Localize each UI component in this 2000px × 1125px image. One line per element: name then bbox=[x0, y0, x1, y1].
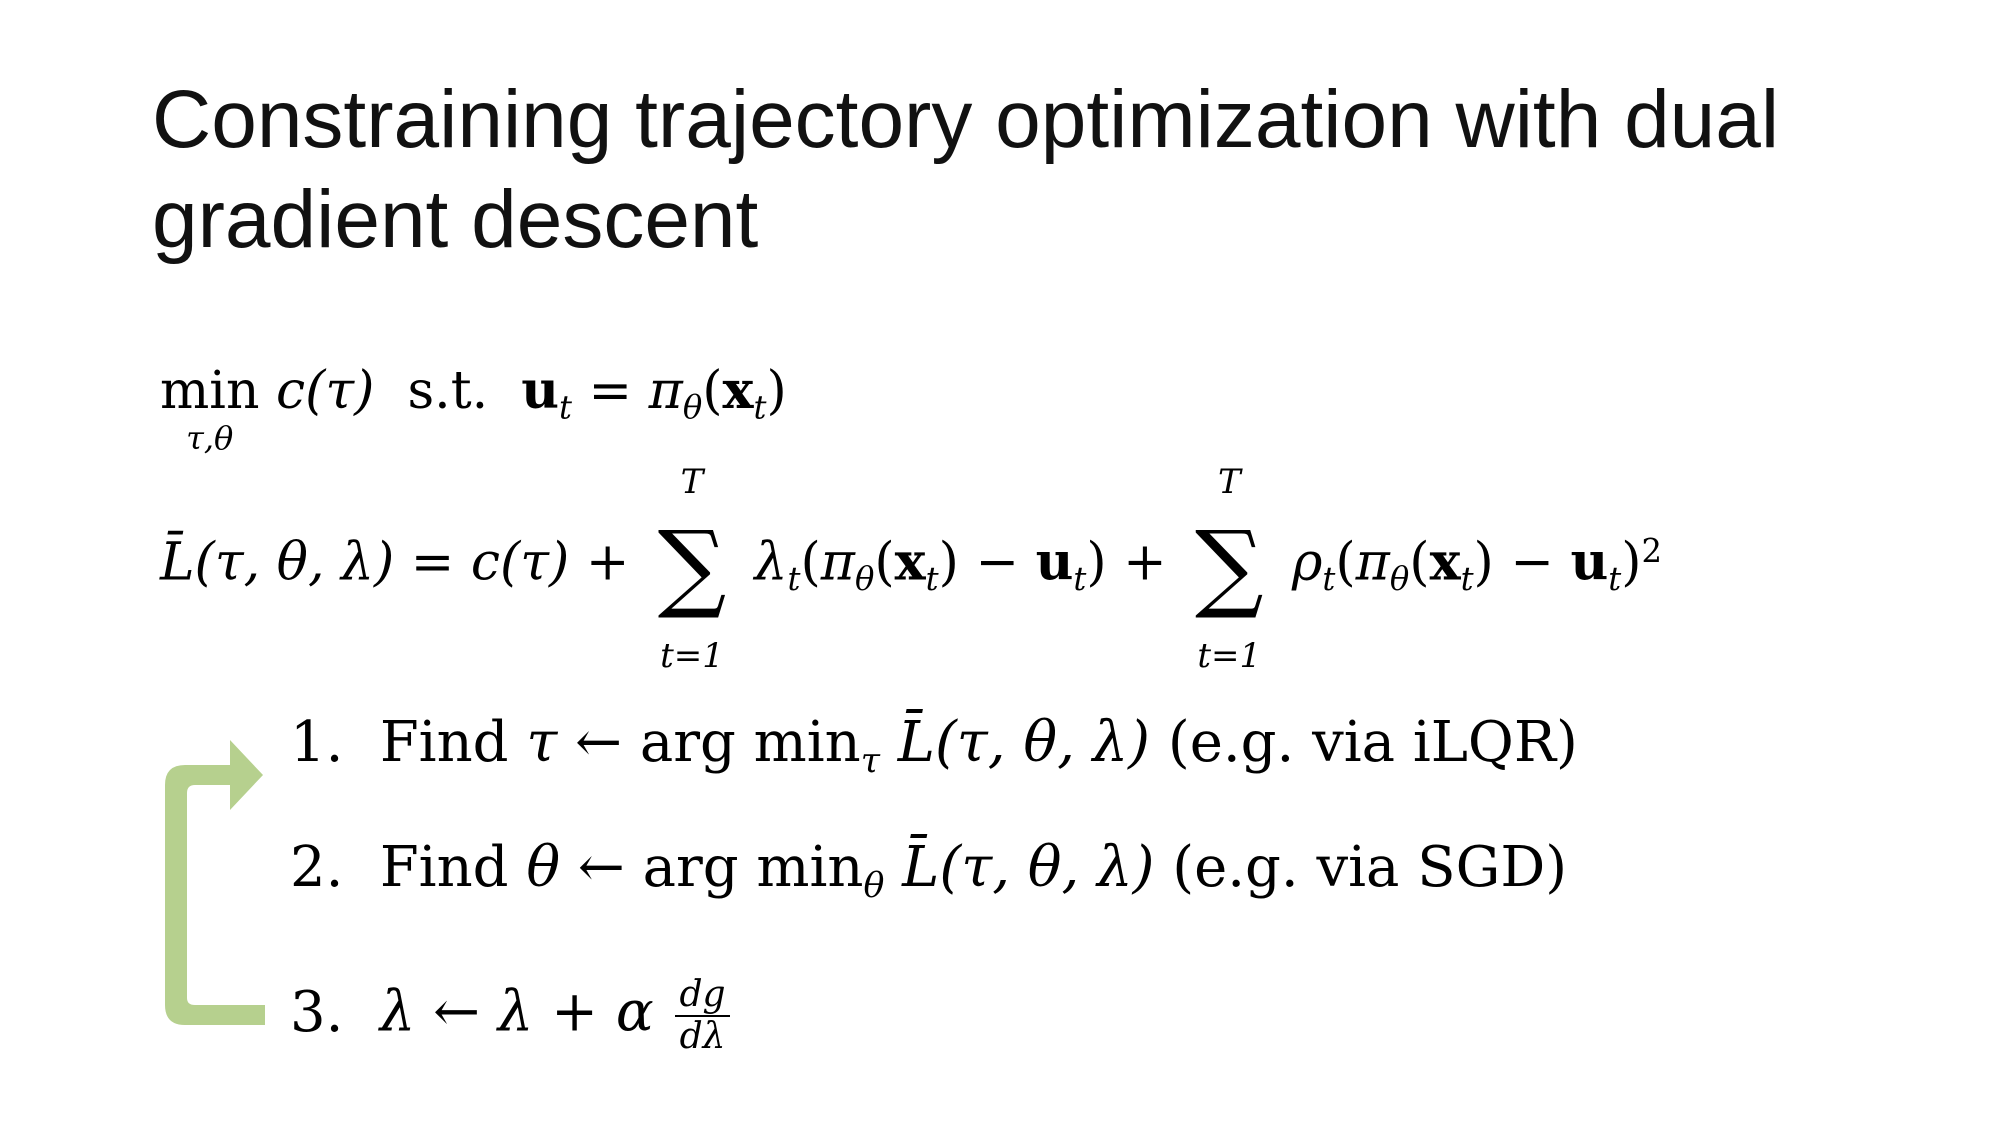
step-1: 1. Find τ ← arg $\min_\tau$ L̄(τ, θ, λ) (e.g. via iLQR) bbox=[290, 710, 1578, 782]
step-3: 3. λ ← λ + α $\frac{dg}{d\lambda}$ bbox=[290, 975, 730, 1031]
slide-title: Constraining trajectory optimization with dual gradient descent bbox=[152, 74, 1780, 265]
sum-symbol-1: T ∑ t=1 bbox=[657, 462, 727, 676]
derivative-fraction: $\frac{dg}{d\lambda}$ bbox=[675, 975, 729, 1057]
constraint-equation: min τ,θ c(τ) s.t. $u_t = \pi_\theta(x_t)$ bbox=[160, 360, 787, 457]
lagrangian-equation: L̄(τ, θ, λ) = c(τ) + T ∑ t=1 $\lambda_t(\pi_\theta(x_t) - u_t)$ + T ∑ t=1 $\rho_t(\pi_\theta(x_t) - u_t)^2$ bbox=[160, 462, 1663, 676]
sum-symbol-2: T ∑ t=1 bbox=[1195, 462, 1264, 676]
loop-arrow-icon bbox=[155, 730, 275, 1040]
step-2: 2. Find θ ← arg $\min_\theta$ L̄(τ, θ, λ) (e.g. via SGD) bbox=[290, 835, 1568, 907]
min-operator: min τ,θ bbox=[160, 361, 260, 457]
